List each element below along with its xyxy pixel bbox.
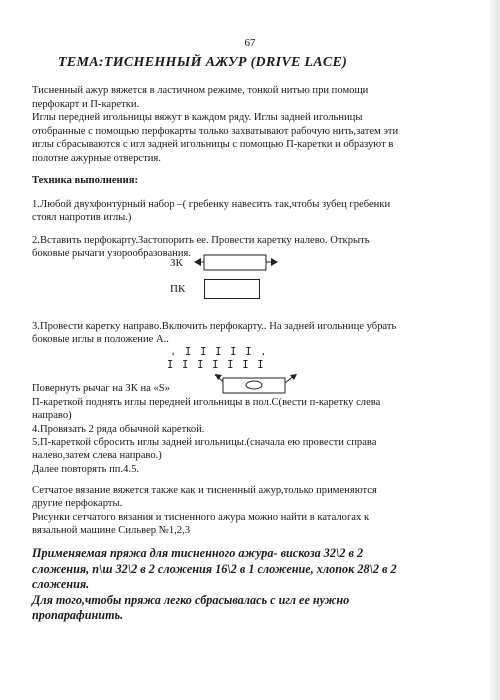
intro-line: иглы сбрасываются с игл задней игольницы с помощью П-каретки и образуют в: [32, 139, 394, 150]
technique-heading: Техника выполнения:: [32, 175, 139, 186]
mesh-line: другие перфокарты.: [32, 498, 123, 509]
mesh-line: Рисунки сетчатого вязания и тисненного ажура можно найти в каталогах к: [32, 512, 370, 523]
needle-row-front: I I I I I I I: [167, 359, 265, 371]
step1-line: стоял напротив иглы.): [32, 212, 132, 223]
zk-label: ЗК: [170, 257, 183, 269]
steps-after-line: 5.П-кареткой сбросить иглы задней игольницы.(сначала ею провести справа: [32, 437, 377, 448]
step2-line: 2.Вставить перфокарту.Застопорить ее. Провести каретку налево. Открыть: [32, 235, 370, 246]
lever-diagram: [213, 370, 299, 398]
yarn-line: Для того,чтобы пряжа легко сбрасывалась с игл ее нужно: [32, 593, 350, 607]
page-title: ТЕМА:ТИСНЕННЫЙ АЖУР (DRIVE LACE): [58, 55, 348, 70]
pk-carriage-box: [204, 279, 260, 299]
arrow-right-icon: [271, 258, 278, 266]
arrow-left-icon: [194, 258, 201, 266]
page-number: 67: [244, 37, 256, 49]
steps-after-line: П-кареткой поднять иглы передней игольницы в пол.С(вести п-каретку слева: [32, 397, 381, 408]
lever-instruction: Повернуть рычаг на ЗК на «S»: [32, 383, 170, 394]
yarn-line: пропарафинить.: [32, 608, 124, 622]
steps-after-line: направо): [32, 410, 72, 421]
page-edge: [490, 0, 500, 700]
steps-after-line: Далее повторять пп.4.5.: [32, 464, 140, 475]
pk-label: ПК: [170, 283, 186, 295]
arrow-upleft-icon: [215, 374, 222, 380]
lever-knob-icon: [246, 381, 262, 389]
step3-line: боковые иглы в положение А..: [32, 334, 169, 345]
yarn-line: Применяемая пряжа для тисненного ажура- вискоза 32\2 в 2: [32, 546, 364, 560]
intro-line: перфокарт и П-каретки.: [32, 99, 140, 110]
step3-line: 3.Провести каретку направо.Включить перфокарту.. На задней игольнице убрать: [32, 321, 397, 332]
steps-after-line: налево,затем слева направо.): [32, 450, 162, 461]
steps-after-line: 4.Провязать 2 ряда обычной кареткой.: [32, 424, 205, 435]
zk-carriage-diagram: [192, 252, 282, 276]
yarn-line: сложения.: [32, 577, 90, 591]
mesh-line: вязальной машине Сильвер №1,2,3: [32, 525, 191, 536]
arrow-upright-icon: [290, 374, 297, 380]
needle-row-back: . I I I I I .: [170, 346, 268, 358]
intro-line: отобранные с помощью перфокарты только захватывают рабочую нить,затем эти: [32, 126, 399, 137]
yarn-line: сложения, п\ш 32\2 в 2 сложения 16\2 в 1 сложение, хлопок 28\2 в 2: [32, 562, 397, 576]
step2-line: боковые рычаги узорообразования.: [32, 248, 192, 259]
mesh-line: Сетчатое вязание вяжется также как и тисненный ажур,только применяются: [32, 485, 377, 496]
intro-line: Иглы передней игольницы вяжут в каждом ряду. Иглы задней игольницы: [32, 112, 363, 123]
intro-line: полотне ажурные отверстия.: [32, 153, 161, 164]
intro-line: Тисненный ажур вяжется в ластичном режиме, тонкой нитью при помощи: [32, 85, 369, 96]
step1-line: 1.Любой двухфонтурный набор –( гребенку навесить так,чтобы зубец гребенки: [32, 199, 391, 210]
